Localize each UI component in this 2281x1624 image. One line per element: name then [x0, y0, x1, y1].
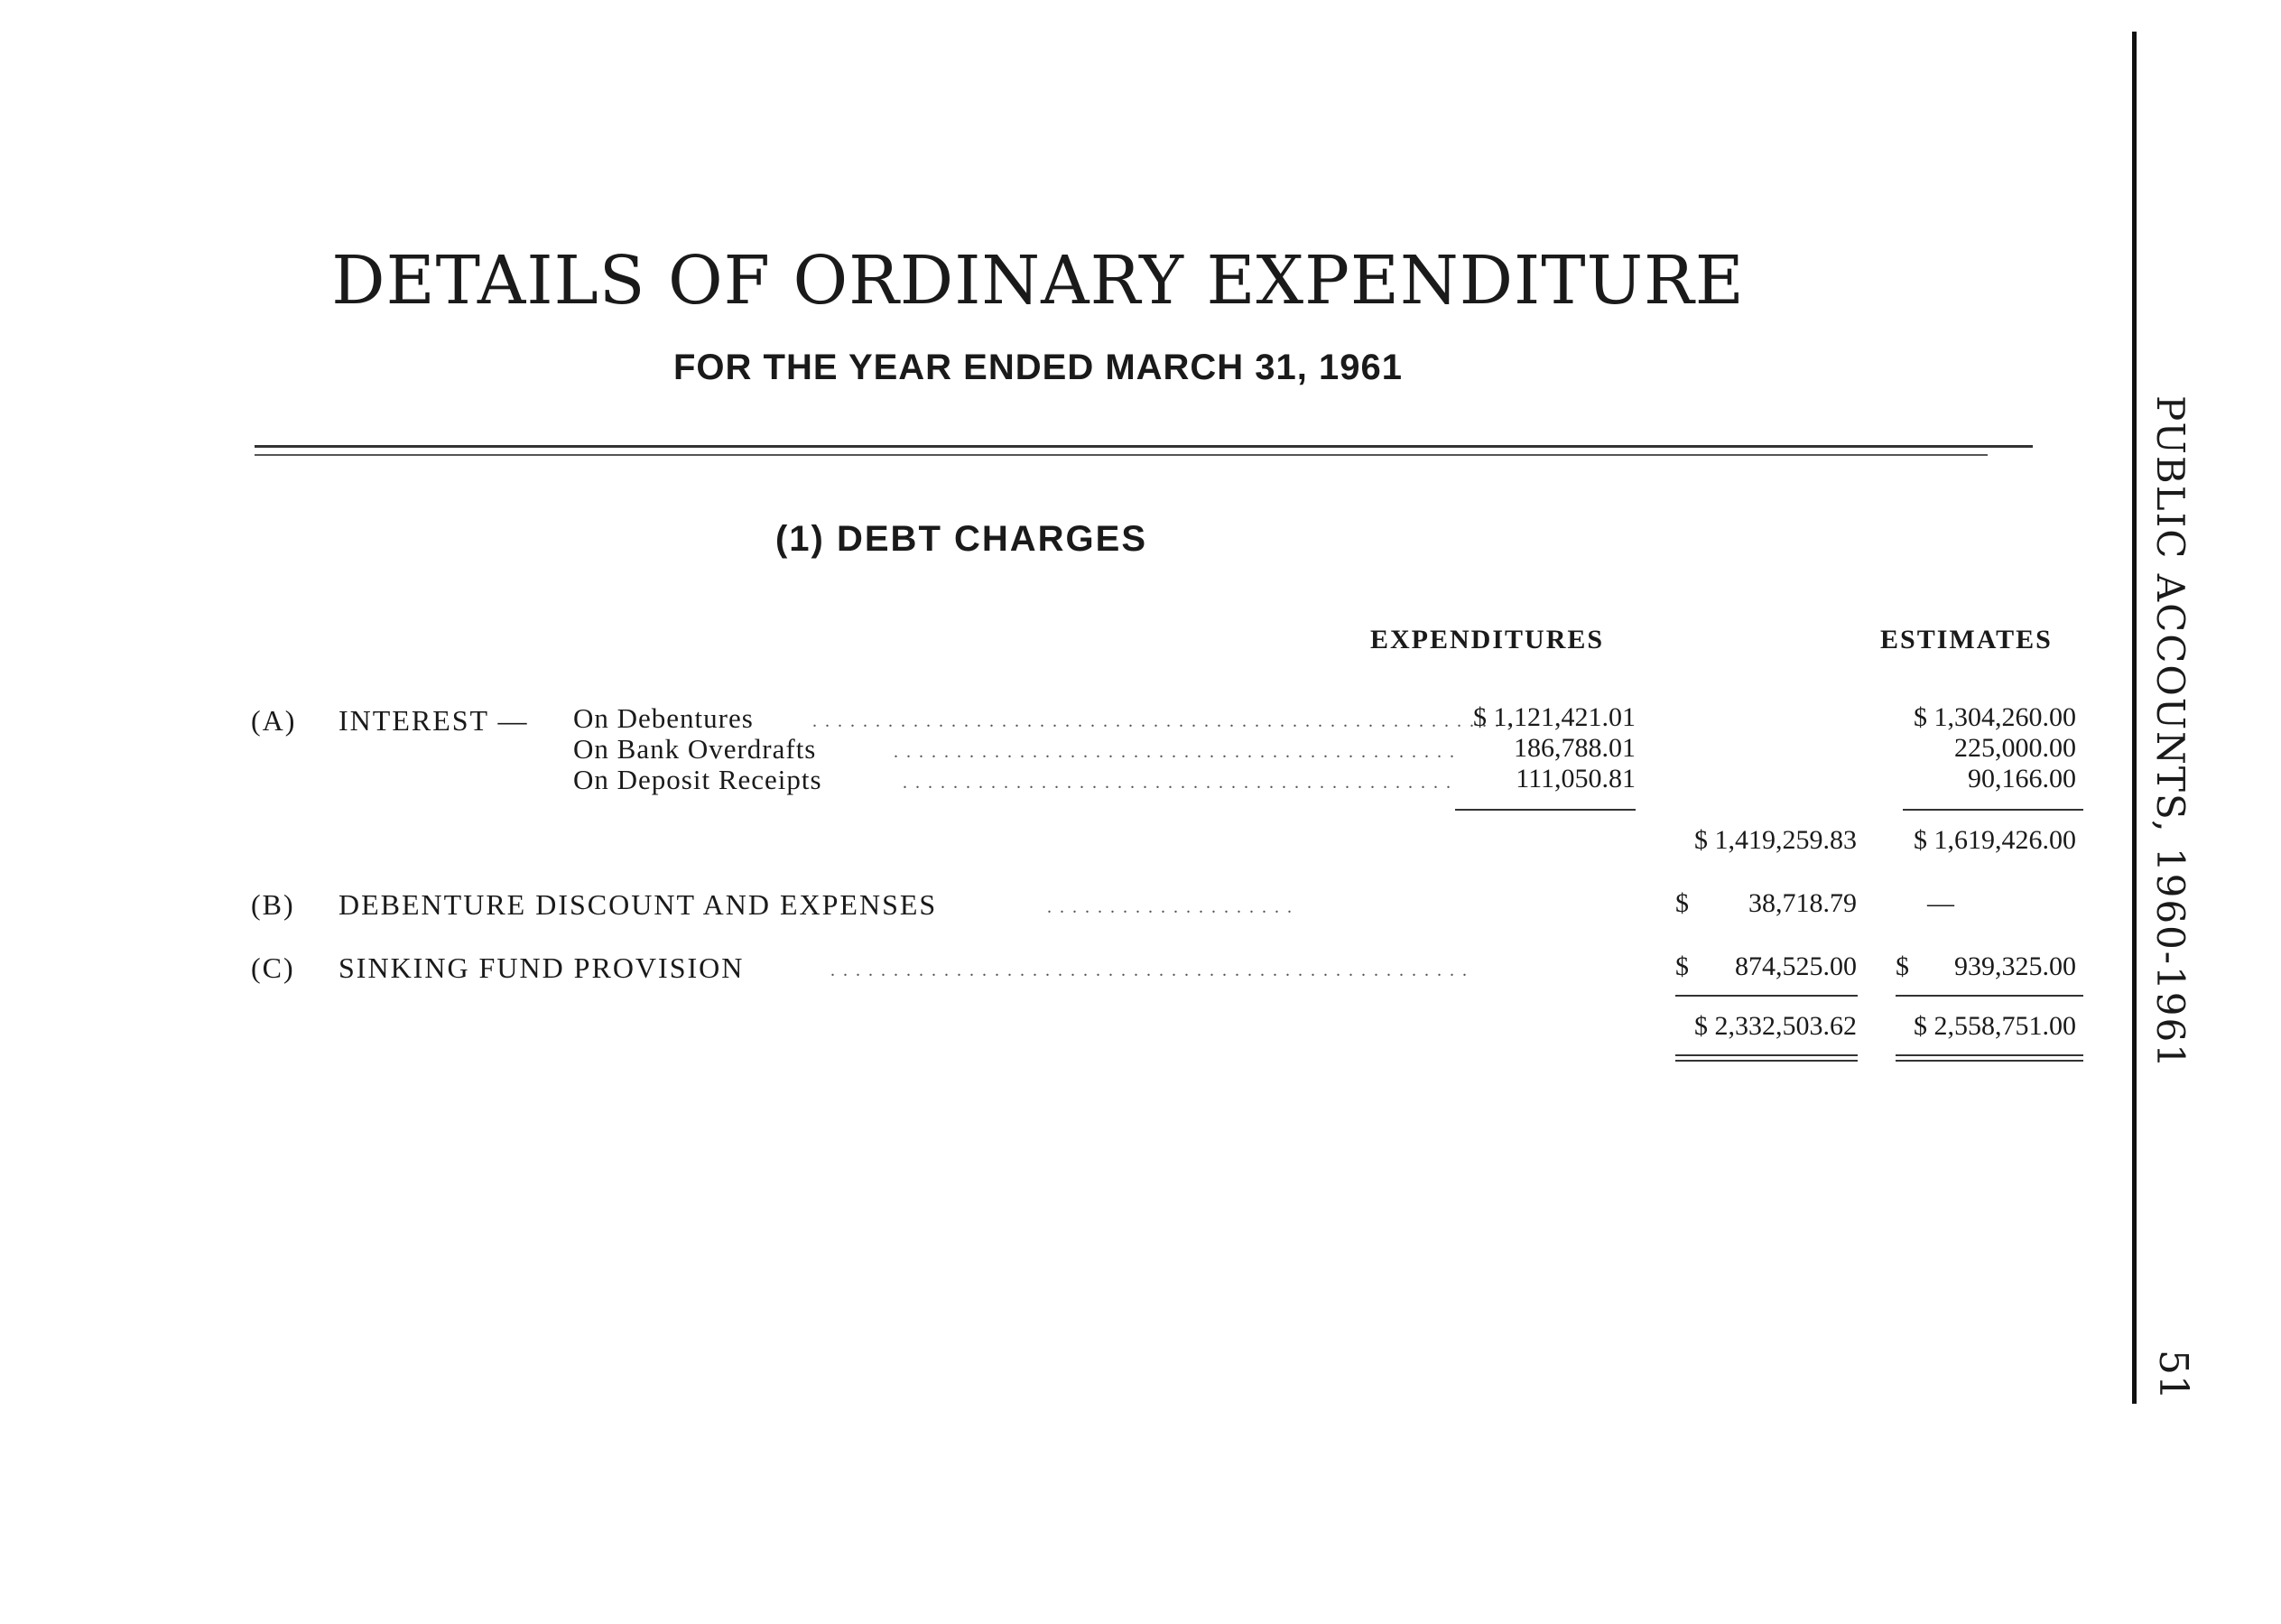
total-expenditure: $ 2,332,503.62: [1694, 1011, 1857, 1041]
running-header: PUBLIC ACCOUNTS, 1960-1961: [2148, 395, 2193, 1070]
column-header-expenditures: EXPENDITURES: [1370, 625, 1605, 654]
subtotal-rule: [1455, 809, 1636, 811]
header-rule-secondary: [255, 454, 1988, 456]
row-marker-a: (A): [251, 704, 297, 737]
discount-estimate: —: [1927, 888, 1954, 918]
column-header-estimates: ESTIMATES: [1880, 625, 2053, 654]
page-number: 51: [2150, 1350, 2196, 1400]
sinking-estimate-sign: $: [1896, 951, 1909, 981]
interest-item-estimate: $ 1,304,260.00: [1914, 702, 2076, 732]
grand-total-double-rule: [1675, 1054, 1858, 1062]
interest-label: INTEREST —: [338, 704, 529, 737]
subtotal-rule: [1903, 809, 2083, 811]
interest-subtotal-expenditure: $ 1,419,259.83: [1694, 825, 1857, 855]
discount-expenditure-sign: $: [1675, 888, 1689, 918]
discount-label: DEBENTURE DISCOUNT AND EXPENSES: [338, 888, 938, 921]
interest-subtotal-estimate: $ 1,619,426.00: [1914, 825, 2076, 855]
interest-item-estimate: 225,000.00: [1954, 733, 2076, 763]
dot-leader: . . . . . . . . . . . . . . . . . . . . . . . . . . . . . . . . . . . . . . . . . . . . . . . . . . .: [830, 960, 1469, 980]
dot-leader: . . . . . . . . . . . . . . . . . . . .: [1047, 897, 1293, 917]
interest-item-estimate: 90,166.00: [1968, 764, 2076, 793]
margin-rule: [2132, 32, 2137, 1404]
page-subtitle: FOR THE YEAR ENDED MARCH 31, 1961: [673, 348, 1403, 387]
section-title: (1) DEBT CHARGES: [774, 519, 1148, 559]
interest-item-label: On Deposit Receipts: [573, 764, 822, 795]
header-rule: [255, 445, 2033, 448]
interest-item-label: On Debentures: [573, 702, 754, 734]
page-title: DETAILS OF ORDINARY EXPENDITURE: [331, 242, 1745, 320]
interest-item-label: On Bank Overdrafts: [573, 733, 817, 765]
dot-leader: . . . . . . . . . . . . . . . . . . . . . . . . . . . . . . . . . . . . . . . . . . . . . . . . . . . . . . . .: [812, 711, 1514, 731]
total-rule: [1675, 995, 1858, 997]
dot-leader: . . . . . . . . . . . . . . . . . . . . . . . . . . . . . . . . . . . . . . . . . . . .: [903, 773, 1452, 793]
sinking-label: SINKING FUND PROVISION: [338, 951, 745, 984]
interest-item-expenditure: 111,050.81: [1516, 764, 1636, 793]
sinking-estimate: 939,325.00: [1954, 951, 2076, 981]
interest-item-expenditure: $ 1,121,421.01: [1473, 702, 1636, 732]
sinking-expenditure: 874,525.00: [1735, 951, 1857, 981]
row-marker-b: (B): [251, 888, 295, 921]
row-marker-c: (C): [251, 951, 295, 984]
discount-expenditure: 38,718.79: [1748, 888, 1857, 918]
total-rule: [1896, 995, 2083, 997]
dot-leader: . . . . . . . . . . . . . . . . . . . . . . . . . . . . . . . . . . . . . . . . . . . . .: [894, 742, 1456, 762]
sinking-expenditure-sign: $: [1675, 951, 1689, 981]
grand-total-double-rule: [1896, 1054, 2083, 1062]
interest-item-expenditure: 186,788.01: [1514, 733, 1636, 763]
total-estimate: $ 2,558,751.00: [1914, 1011, 2076, 1041]
